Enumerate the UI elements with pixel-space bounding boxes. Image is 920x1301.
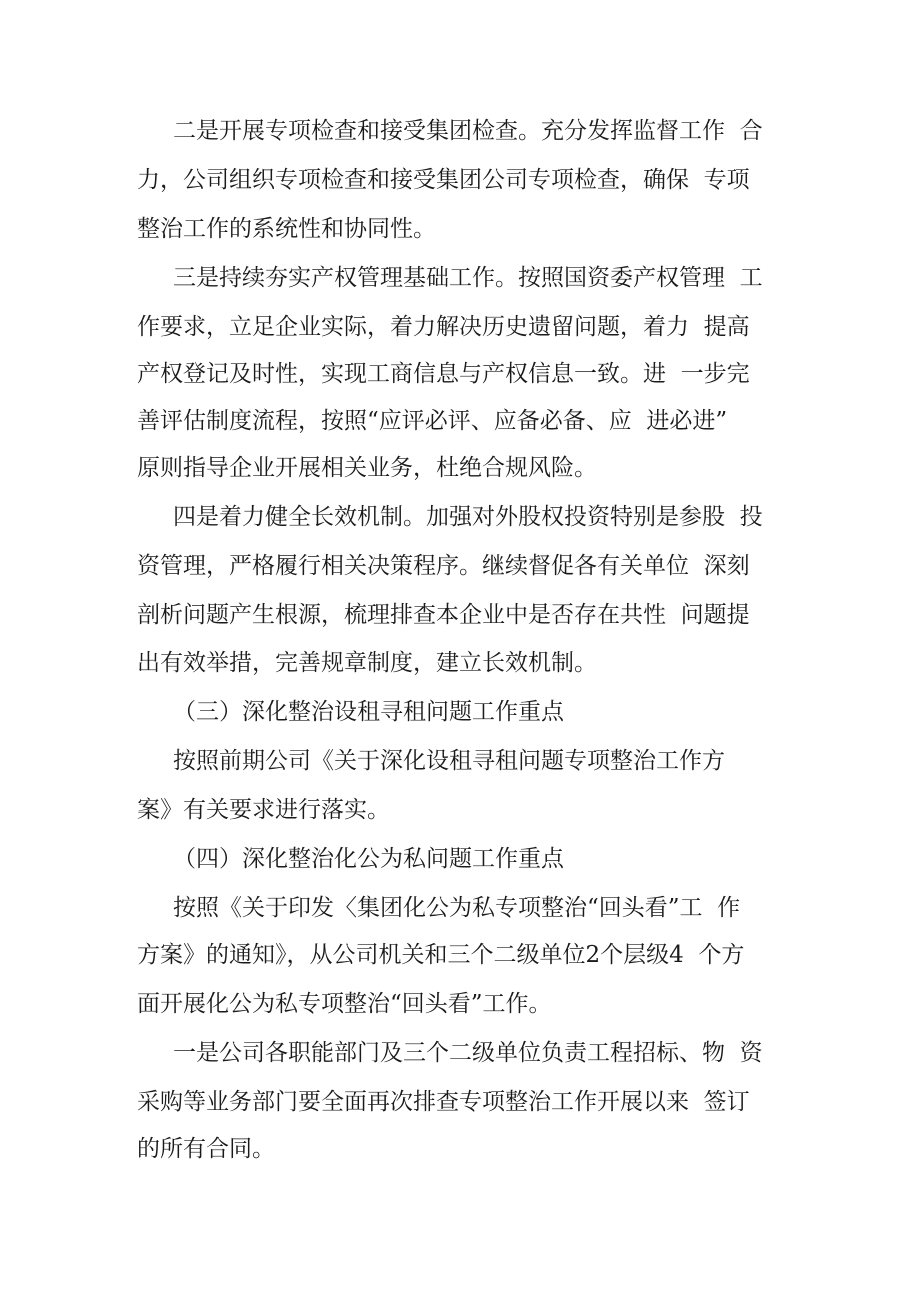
paragraph-5-line-1: 按照前期公司《关于深化设租寻租问题专项整治工作方	[173, 748, 725, 774]
paragraph-6-line-3: 面开展化公为私专项整治“回头看”工作。	[137, 991, 552, 1017]
section-heading-3: （三）深化整治设租寻租问题工作重点	[173, 699, 564, 725]
paragraph-3-line-3: 产权登记及时性，实现工商信息与产权信息一致。进 一步完	[137, 361, 750, 387]
paragraph-2-line-3: 整治工作的系统性和协同性。	[137, 216, 436, 242]
paragraph-6-line-2: 方案》的通知》，从公司机关和三个二级单位2个层级4 个方	[137, 942, 745, 968]
paragraph-7-line-3: 的所有合同。	[137, 1136, 275, 1162]
section-heading-4: （四）深化整治化公为私问题工作重点	[173, 846, 564, 872]
paragraph-3-line-2: 作要求，立足企业实际，着力解决历史遗留问题，着力 提高	[137, 314, 750, 340]
paragraph-3-line-5: 原则指导企业开展相关业务，杜绝合规风险。	[137, 455, 597, 481]
paragraph-5-line-2: 案》有关要求进行落实。	[137, 797, 390, 823]
paragraph-4-line-2: 资管理，严格履行相关决策程序。继续督促各有关单位 深刻	[137, 553, 750, 579]
paragraph-2-line-2: 力，公司组织专项检查和接受集团公司专项检查，确保 专项	[137, 167, 750, 193]
paragraph-4-line-3: 剖析问题产生根源，梳理排查本企业中是否存在共性 问题提	[137, 602, 750, 628]
paragraph-3-line-4: 善评估制度流程，按照“应评必评、应备必备、应 进必进”	[137, 408, 728, 434]
paragraph-7-line-1: 一是公司各职能部门及三个二级单位负责工程招标、物 资	[173, 1040, 763, 1066]
paragraph-7-line-2: 采购等业务部门要全面再次排查专项整治工作开展以来 签订	[137, 1089, 750, 1115]
paragraph-2-line-1: 二是开展专项检查和接受集团检查。充分发挥监督工作 合	[173, 118, 763, 144]
paragraph-4-line-4: 出有效举措，完善规章制度，建立长效机制。	[137, 650, 597, 676]
paragraph-6-line-1: 按照《关于印发〈集团化公为私专项整治“回头看”工 作	[173, 895, 741, 921]
paragraph-4-line-1: 四是着力健全长效机制。加强对外股权投资特别是参股 投	[173, 504, 763, 530]
paragraph-3-line-1: 三是持续夯实产权管理基础工作。按照国资委产权管理 工	[173, 265, 763, 291]
